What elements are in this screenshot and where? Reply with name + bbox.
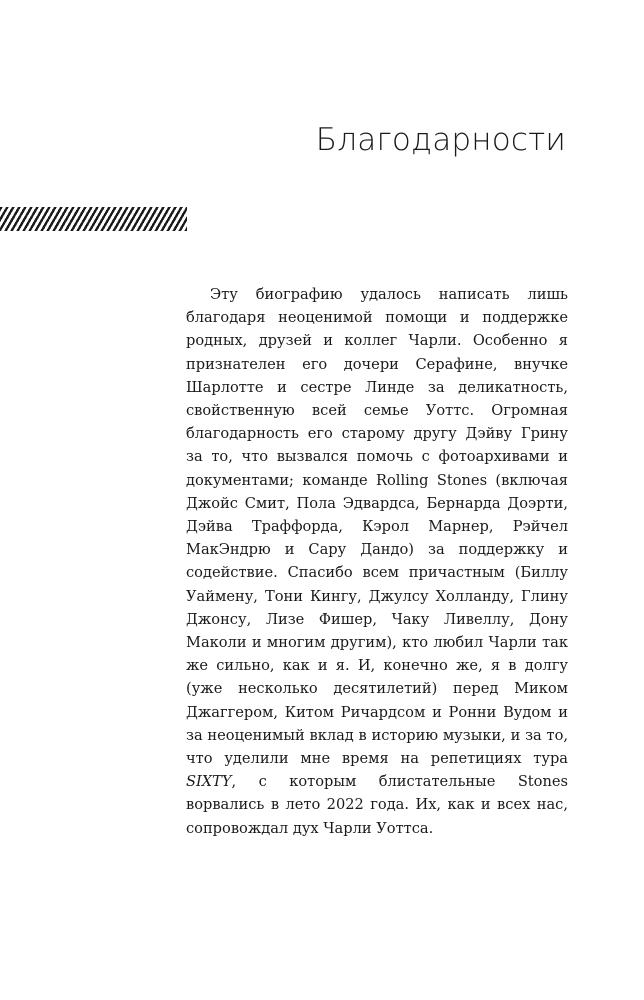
hatch-decoration (0, 207, 187, 231)
paragraph-text-part2: , с которым блистательные Stones ворвались в лето 2022 года. Их, как и всех нас, сопровождал дух Чарли Уоттса. (186, 773, 568, 837)
paragraph-text-part1: Эту биографию удалось написать лишь благодаря неоценимой помощи и поддержке родных, друзей и коллег Чарли. Особенно я признателен его дочери Серафине, внучке Шарлотте и сестре Линде за деликатность, свойственную всей семье Уоттс. Огромная благодарность его старому другу Дэйву Грину за то, что вызвался помочь с фотоархивами и документами; команде Rolling Stones (включая Джойс Смит, Пола Эдвардса, Бернарда Доэрти, Дэйва Траффорда, Кэрол Марнер, Рэйчел МакЭндрю и Сару Дандо) за поддержку и содействие. Спасибо всем причастным (Биллу Уаймену, Тони Кингу, Джулсу Холланду, Глину Джонсу, Лизе Фишер, Чаку Ливеллу, Дону Маколи и многим другим), кто любил Чарли так же сильно, как и я. И, конечно же, я в долгу (уже несколько десятилетий) перед Миком Джаггером, Китом Ричардсом и Ронни Вудом и за неоценимый вклад в историю музыки, и за то, что уделили мне время на репетициях тура (186, 286, 568, 768)
page-title: Благодарности (315, 122, 566, 158)
tour-name: SIXTY (186, 773, 232, 791)
acknowledgements-paragraph (186, 283, 568, 840)
